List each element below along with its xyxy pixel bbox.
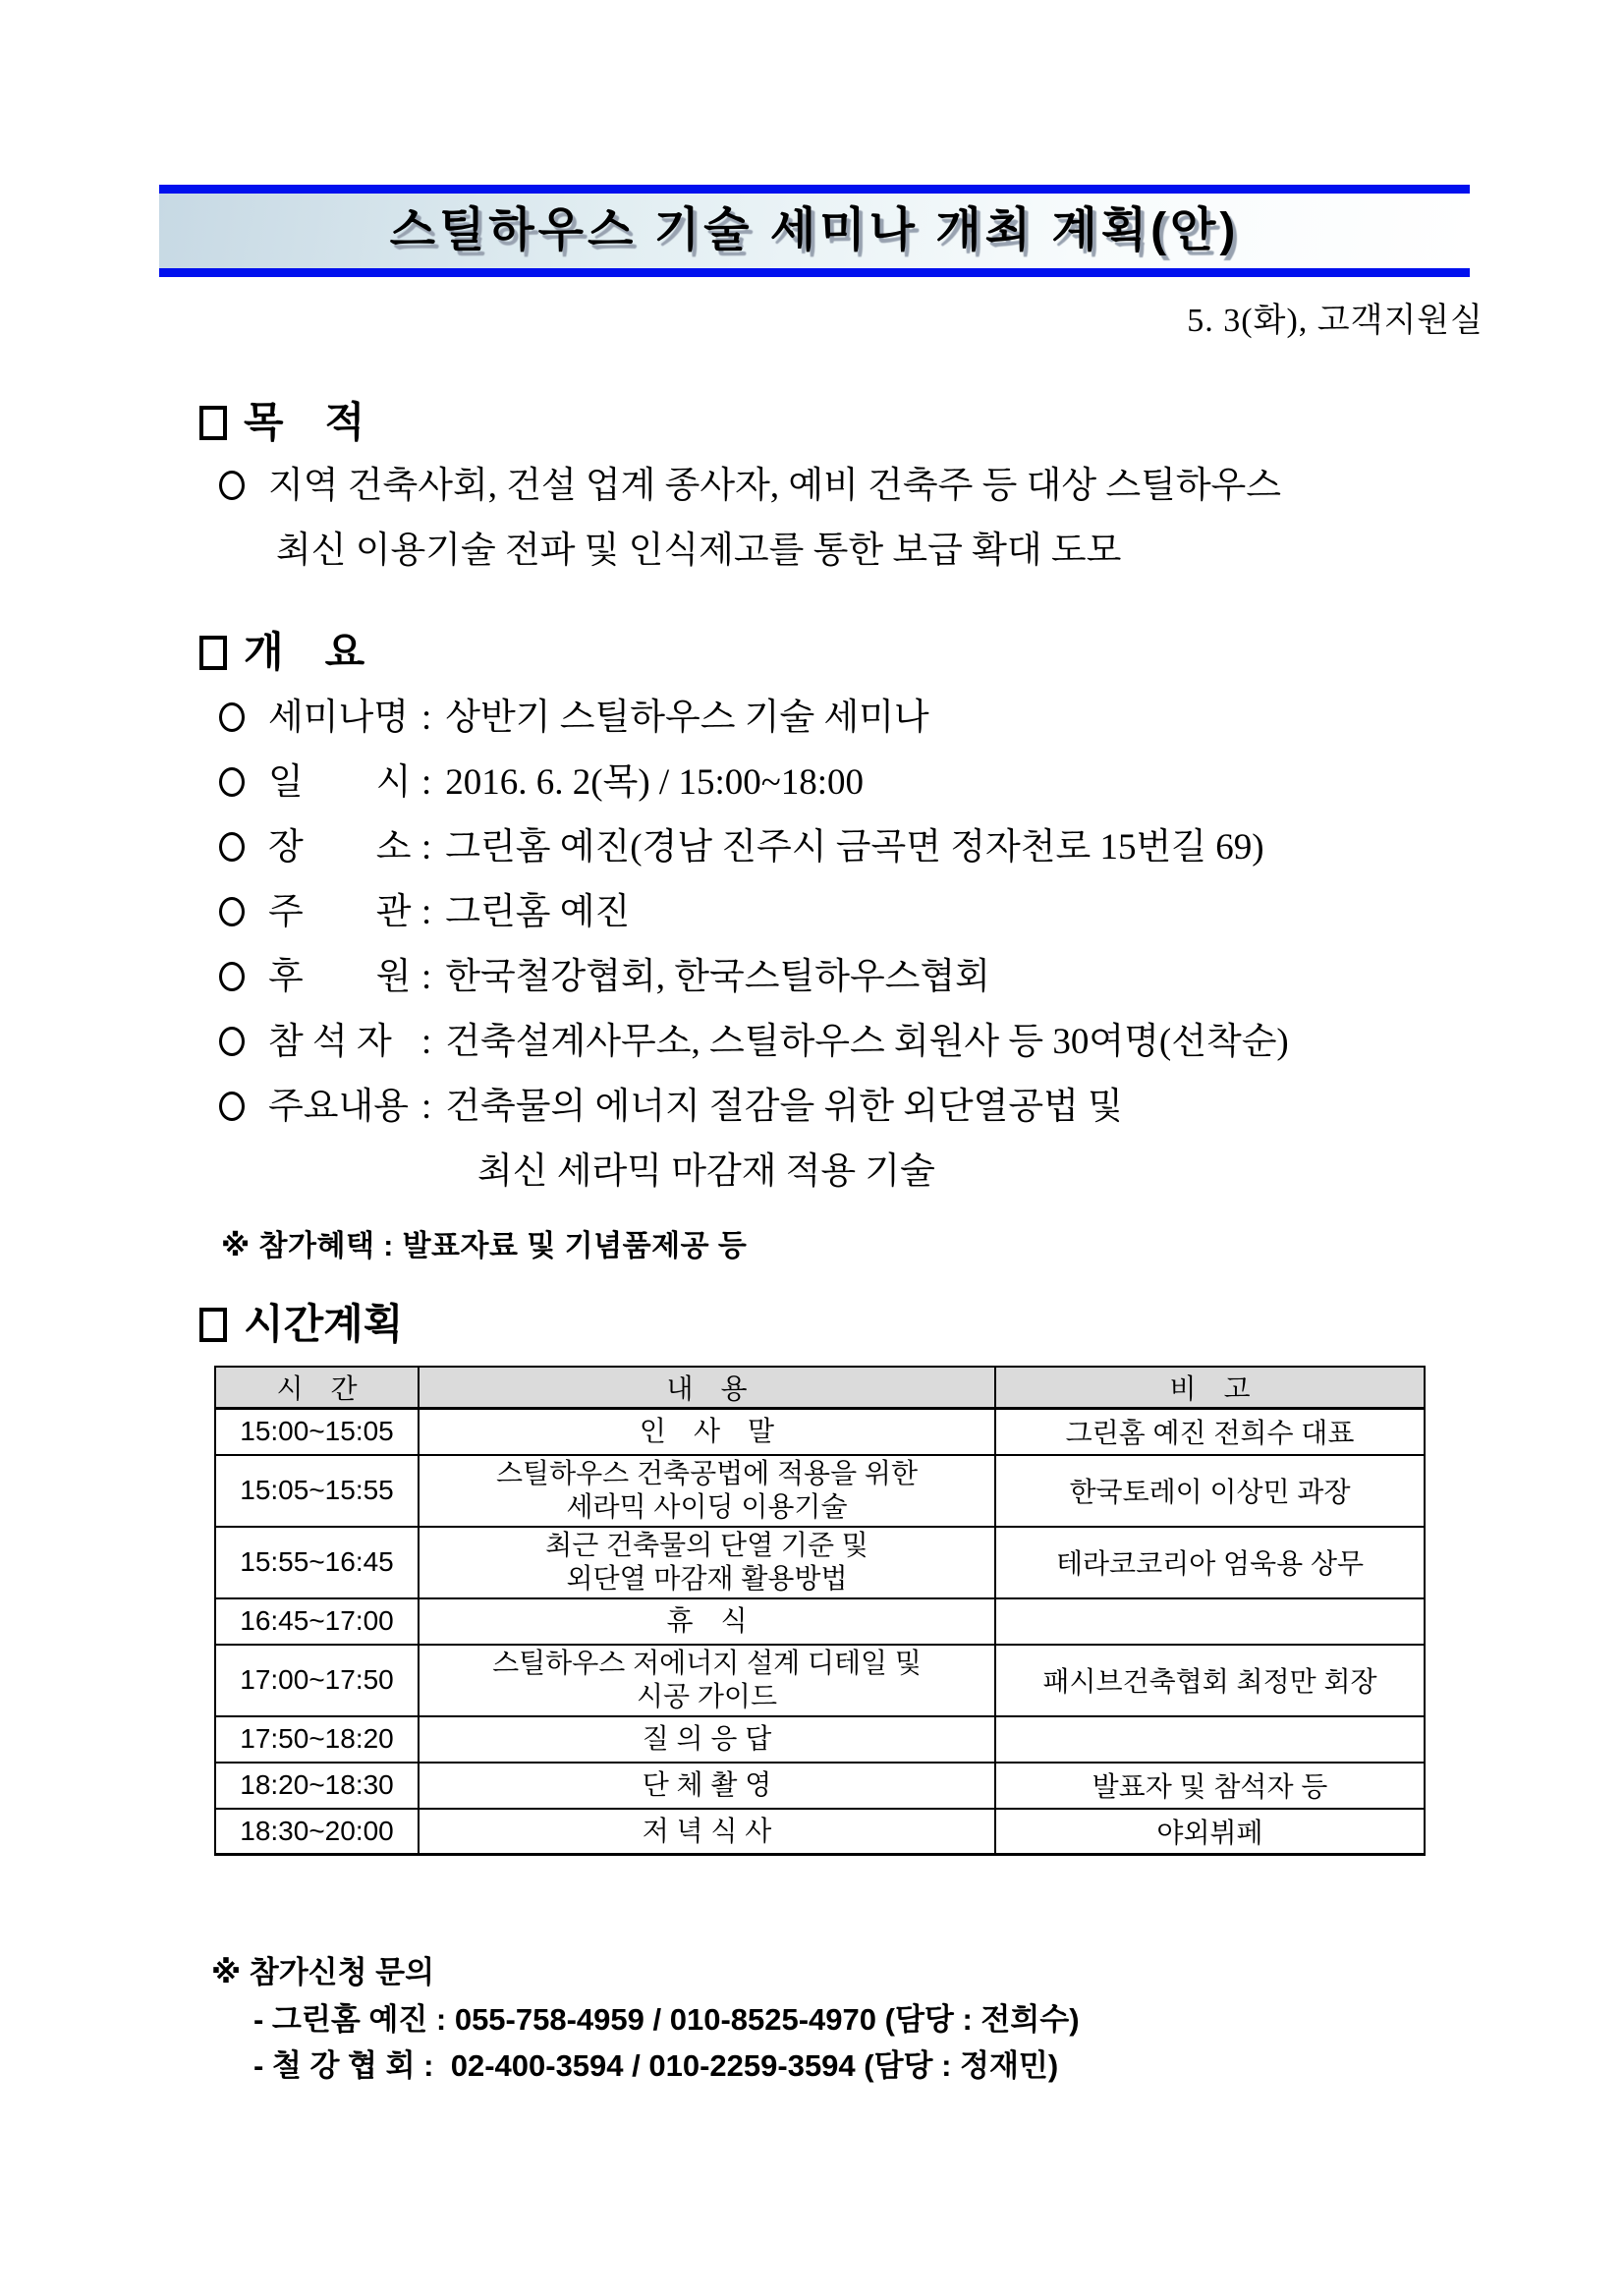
overview-item-attendees (219, 1020, 1289, 1065)
note-cell: 테라코코리아 엄욱용 상무 (995, 1527, 1425, 1598)
overview-item-value: 건축물의 에너지 절감을 위한 외단열공법 및 (445, 1087, 1123, 1127)
overview-item-label: 주 관 (268, 892, 412, 932)
table-row (215, 1455, 1425, 1527)
overview-item-label: 후 원 (268, 957, 412, 997)
contact-line-steel-association: - 철 강 협 회 : 02-400-3594 / 010-2259-3594 (담당 : 정재민) (253, 2048, 1059, 2083)
main-content-line2: 최신 세라믹 마감재 적용 기술 (477, 1151, 935, 1192)
content-cell: 인 사 말 (419, 1409, 995, 1455)
contact-line-greenhome: - 그린홈 예진 : 055-758-4959 / 010-8525-4970 (담당 : 전희수) (253, 2002, 1080, 2037)
section-schedule-title: 시간계획 (244, 1301, 404, 1347)
circle-bullet-icon (219, 702, 245, 732)
overview-item-label: 주요내용 (268, 1087, 409, 1127)
circle-bullet-icon (219, 832, 245, 862)
overview-item-label: 일 시 (268, 762, 412, 803)
overview-item-organizer (219, 890, 630, 935)
square-bullet-icon (199, 1308, 227, 1342)
section-purpose-title: 목 적 (244, 399, 365, 445)
square-bullet-icon (199, 406, 227, 440)
table-row (215, 1409, 1425, 1455)
circle-bullet-icon (219, 1027, 245, 1056)
label-separator: : (421, 827, 432, 868)
content-cell: 스틸하우스 건축공법에 적용을 위한 세라믹 사이딩 이용기술 (419, 1455, 995, 1527)
time-cell: 15:00~15:05 (215, 1409, 419, 1455)
overview-item-main-content (219, 1085, 1123, 1130)
label-separator: : (421, 1022, 432, 1062)
overview-item-seminar-name (219, 696, 929, 741)
overview-item-label: 세미나명 (268, 698, 409, 738)
time-cell: 15:05~15:55 (215, 1455, 419, 1527)
square-bullet-icon (199, 636, 227, 670)
table-header-row (215, 1367, 1425, 1409)
overview-item-value: 그린홈 예진 (445, 892, 631, 932)
label-separator: : (421, 762, 432, 803)
page-title: 스틸하우스 기술 세미나 개최 계획(안) (389, 204, 1240, 256)
table-row (215, 1763, 1425, 1809)
purpose-line2: 최신 이용기술 전파 및 인식제고를 통한 보급 확대 도모 (276, 531, 1122, 571)
circle-bullet-icon (219, 962, 245, 991)
time-cell: 18:30~20:00 (215, 1809, 419, 1855)
time-cell: 18:20~18:30 (215, 1763, 419, 1809)
column-header-time: 시 간 (215, 1367, 419, 1409)
table-row (215, 1645, 1425, 1716)
content-cell: 단 체 촬 영 (419, 1763, 995, 1809)
overview-item-sponsor (219, 955, 990, 1000)
schedule-table (214, 1366, 1426, 1856)
section-overview-heading (199, 631, 364, 674)
time-cell: 17:00~17:50 (215, 1645, 419, 1716)
note-cell (995, 1716, 1425, 1763)
time-cell: 16:45~17:00 (215, 1598, 419, 1645)
circle-bullet-icon (219, 767, 245, 797)
note-cell: 패시브건축협회 최정만 회장 (995, 1645, 1425, 1716)
content-cell: 휴 식 (419, 1598, 995, 1645)
overview-item-place (219, 825, 1264, 870)
overview-item-label: 장 소 (268, 827, 412, 868)
overview-item-value: 한국철강협회, 한국스틸하우스협회 (445, 957, 990, 997)
overview-item-value: 상반기 스틸하우스 기술 세미나 (445, 698, 929, 738)
table-row (215, 1809, 1425, 1855)
table-row (215, 1716, 1425, 1763)
label-separator: : (421, 698, 432, 738)
note-cell (995, 1598, 1425, 1645)
column-header-note: 비 고 (995, 1367, 1425, 1409)
label-separator: : (421, 1087, 432, 1127)
circle-bullet-icon (219, 897, 245, 926)
purpose-line1: 지역 건축사회, 건설 업계 종사자, 예비 건축주 등 대상 스틸하우스 (268, 466, 1282, 506)
benefit-note: ※ 참가혜택 : 발표자료 및 기념품제공 등 (221, 1230, 748, 1262)
section-schedule-heading (199, 1303, 403, 1346)
time-cell: 15:55~16:45 (215, 1527, 419, 1598)
column-header-content: 내 용 (419, 1367, 995, 1409)
label-separator: : (421, 892, 432, 932)
overview-item-value: 건축설계사무소, 스틸하우스 회원사 등 30여명(선착순) (445, 1022, 1289, 1062)
section-overview-title: 개 요 (244, 629, 365, 675)
overview-item-value: 그린홈 예진(경남 진주시 금곡면 정자천로 15번길 69) (445, 827, 1264, 868)
overview-item-value: 2016. 6. 2(목) / 15:00~18:00 (445, 762, 865, 803)
note-cell: 야외뷔페 (995, 1809, 1425, 1855)
note-cell: 그린홈 예진 전희수 대표 (995, 1409, 1425, 1455)
time-cell: 17:50~18:20 (215, 1716, 419, 1763)
overview-item-label: 참 석 자 (268, 1022, 392, 1062)
contact-heading: ※ 참가신청 문의 (211, 1955, 435, 1989)
title-band (159, 185, 1470, 277)
note-cell: 한국토레이 이상민 과장 (995, 1455, 1425, 1527)
circle-bullet-icon (219, 471, 245, 500)
content-cell: 저 녁 식 사 (419, 1809, 995, 1855)
section-purpose-heading (199, 401, 364, 444)
content-cell: 질 의 응 답 (419, 1716, 995, 1763)
circle-bullet-icon (219, 1092, 245, 1121)
content-cell: 최근 건축물의 단열 기준 및 외단열 마감재 활용방법 (419, 1527, 995, 1598)
table-row (215, 1527, 1425, 1598)
purpose-item (219, 464, 1281, 509)
date-department: 5. 3(화), 고객지원실 (1187, 303, 1484, 339)
label-separator: : (421, 957, 432, 997)
content-cell: 스틸하우스 저에너지 설계 디테일 및 시공 가이드 (419, 1645, 995, 1716)
table-row (215, 1598, 1425, 1645)
overview-item-datetime (219, 760, 864, 806)
note-cell: 발표자 및 참석자 등 (995, 1763, 1425, 1809)
